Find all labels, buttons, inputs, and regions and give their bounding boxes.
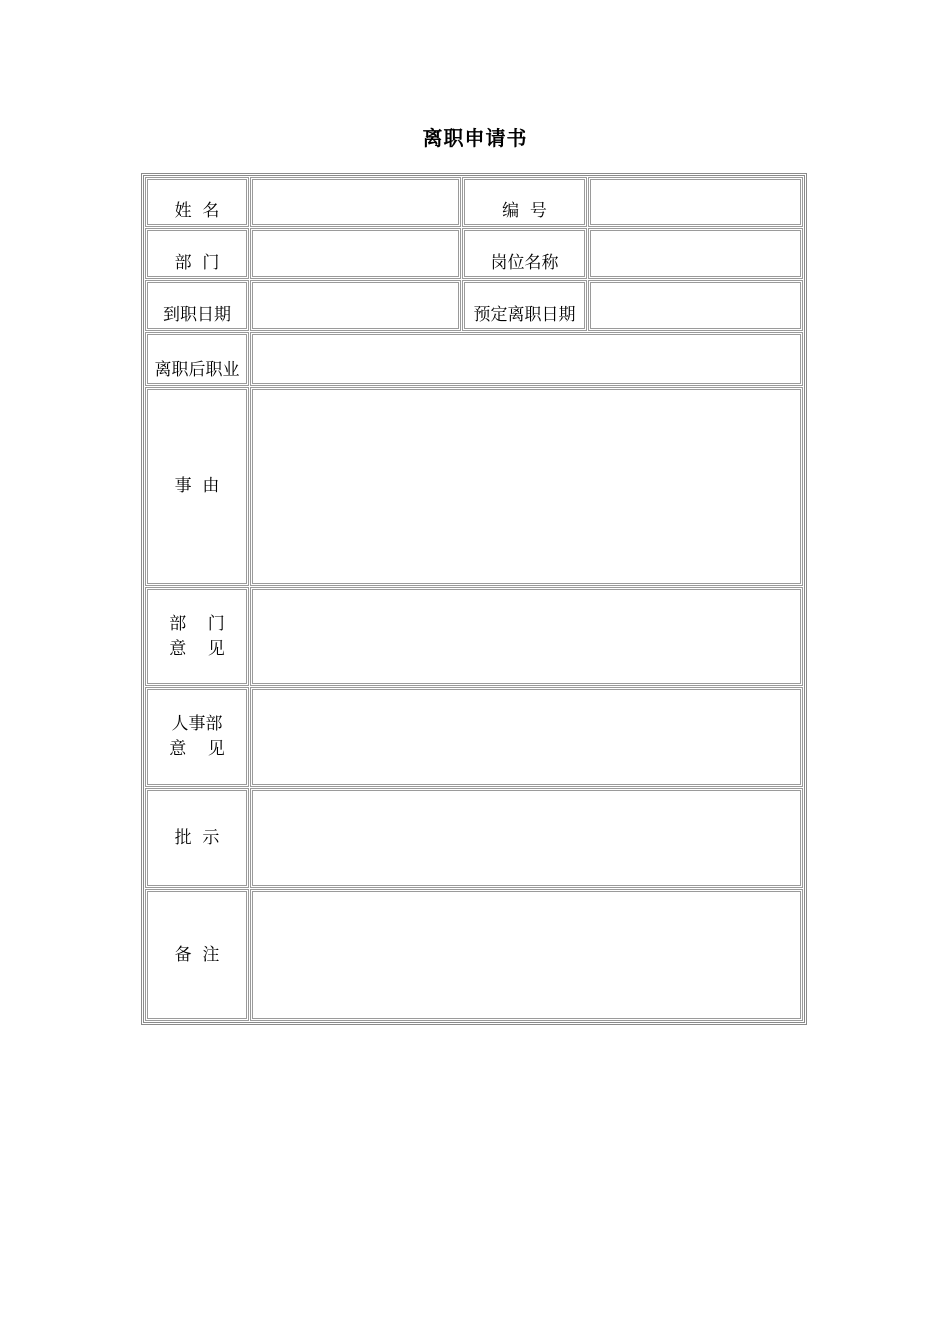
remarks-label-text: 备 注: [174, 944, 220, 965]
position-field[interactable]: [588, 228, 803, 279]
remarks-field[interactable]: [250, 889, 803, 1021]
number-label: [462, 177, 587, 227]
name-label-text: 姓 名: [174, 201, 220, 221]
approval-label: [145, 788, 249, 888]
number-field[interactable]: [588, 177, 803, 227]
position-label: [462, 228, 587, 279]
department-label: [145, 228, 249, 279]
page-title: 离职申请书: [422, 126, 528, 150]
planned-leave-date-field[interactable]: [588, 280, 803, 331]
name-field[interactable]: [250, 177, 461, 227]
planned-leave-date-label-text: 预定离职日期: [473, 305, 576, 325]
start-date-field[interactable]: [250, 280, 461, 331]
department-field[interactable]: [250, 228, 461, 279]
post-leave-career-label: [145, 332, 249, 386]
position-label-text: 岗位名称: [490, 253, 559, 273]
hr-opinion-label-line1: 人事部: [171, 714, 223, 734]
approval-label-text: 批 示: [174, 827, 220, 848]
reason-label: [145, 387, 249, 586]
post-leave-career-field[interactable]: [250, 332, 803, 386]
number-label-text: 编 号: [502, 201, 547, 221]
hr-opinion-label-line2: 意 见: [169, 739, 225, 759]
reason-field[interactable]: [250, 387, 803, 586]
remarks-label: [145, 889, 249, 1021]
start-date-label-text: 到职日期: [163, 305, 231, 325]
start-date-label: [145, 280, 249, 331]
post-leave-career-label-text: 离职后职业: [154, 360, 240, 380]
approval-field[interactable]: [250, 788, 803, 888]
department-label-text: 部 门: [174, 253, 220, 273]
hr-opinion-label: [145, 687, 249, 787]
department-opinion-field[interactable]: [250, 587, 803, 686]
name-label: [145, 177, 249, 227]
department-opinion-label: [145, 587, 249, 686]
reason-label-text: 事 由: [174, 476, 220, 496]
department-opinion-label-line2: 意 见: [169, 638, 225, 659]
department-opinion-label-line1: 部 门: [169, 613, 225, 634]
planned-leave-date-label: [462, 280, 587, 331]
hr-opinion-field[interactable]: [250, 687, 803, 787]
